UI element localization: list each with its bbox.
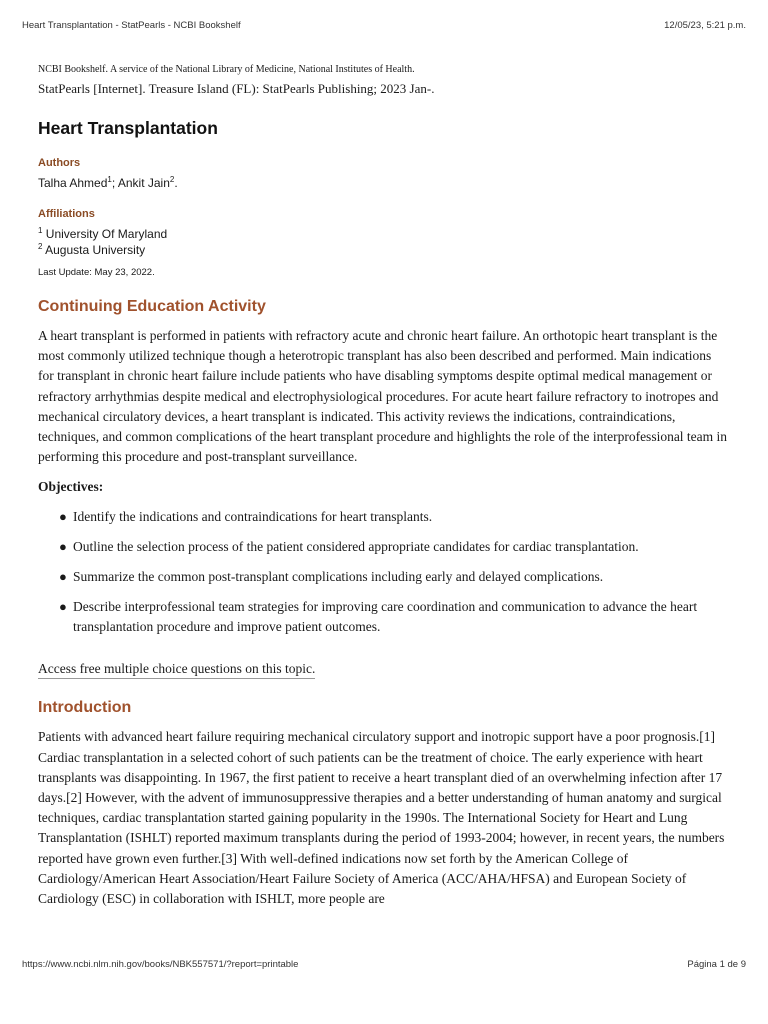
- bullet-icon: ●: [59, 509, 67, 525]
- print-footer-page: Página 1 de 9: [687, 959, 746, 970]
- list-item: ● Outline the selection process of the patient considered appropriate candidates for cardiac transplantation.: [38, 537, 728, 557]
- authors-label: Authors: [38, 157, 81, 169]
- document-content: [38, 64, 728, 909]
- author-sup: 1: [107, 175, 112, 184]
- affiliation-item: $^2$ Augusta University: [38, 242, 146, 257]
- print-header-title: Heart Transplantation - StatPearls - NCBI Bookshelf: [22, 20, 241, 31]
- list-item: ● Summarize the common post-transplant complications including early and delayed complications.: [38, 567, 728, 587]
- affiliations-list: [38, 226, 728, 258]
- list-item: ● Describe interprofessional team strategies for improving care coordination and communication to advance the heart transplantation procedure and improve patient outcomes.: [59, 599, 698, 635]
- last-update: Last Update: May 23, 2022.: [38, 267, 155, 278]
- list-item: ● Identify the indications and contraindications for heart transplants.: [38, 507, 728, 527]
- print-header: [22, 20, 746, 31]
- ce-activity-paragraph: A heart transplant is performed in patients with refractory acute and chronic heart failure. An orthotopic heart transplant is the most commonly utilized technique though a heterotropic transplant has also been described and performed. Main indications for transplant in chronic heart failure include patients who have disabling symptoms despite optimal medical management or refractory arrhythmias despite medical and electrophysiological procedures. For acute heart failure refractory to inotropes and mechanical circulatory devices, a heart transplant is indicated. This activity reviews the indications, contraindications, techniques, and common complications of the heart transplant procedure and highlights the role of the interprofessional team in performing this procedure and post-transplant surveillance.: [38, 328, 728, 465]
- objectives-list: [38, 507, 728, 637]
- affiliation-item: $^1$ University Of Maryland: [38, 226, 168, 241]
- access-mcq-link[interactable]: Access free multiple choice questions on this topic.: [38, 661, 315, 679]
- bullet-icon: ●: [59, 599, 67, 615]
- author-sup: 2: [169, 175, 175, 184]
- author-name[interactable]: Ankit Jain: [117, 176, 170, 190]
- page-title: Heart Transplantation: [38, 118, 218, 138]
- bullet-icon: ●: [59, 539, 67, 555]
- introduction-heading: Introduction: [38, 699, 132, 717]
- authors-line: Talha Ahmed$^1$; Ankit Jain$^2$.: [38, 175, 178, 190]
- print-header-datetime: 12/05/23, 5:21 p.m.: [664, 20, 746, 31]
- bullet-icon: ●: [59, 569, 67, 585]
- introduction-paragraph: Patients with advanced heart failure requiring mechanical circulatory support and inotropic support have a poor prognosis.[1] Cardiac transplantation in a selected cohort of such patients can be the treatment of choice. The early experience with heart transplants was disappointing. In 1967, the first patient to receive a heart transplant died of an overwhelming infection after 17 days.[2] However, with the advent of immunosuppressive therapies and a better understanding of human anatomy and surgical techniques, cardiac transplantation started gaining popularity in the 1990s. The International Society for Heart and Lung Transplantation (ISHLT) reported maximum transplants during the period of 1993-2004; however, in recent years, the numbers reported have grown even further.[3] With well-defined indications now set forth by the American College of Cardiology/American Heart Association/Heart Failure Society of America (ACC/AHA/HFSA) and European Society of Cardiology (ESC) in collaboration with ISHLT, more people are: [38, 729, 725, 907]
- ce-activity-heading: Continuing Education Activity: [38, 298, 266, 315]
- objectives-heading: Objectives:: [38, 479, 104, 495]
- print-footer: [22, 959, 746, 970]
- bookshelf-line: NCBI Bookshelf. A service of the National Library of Medicine, National Institutes of Health.: [38, 64, 415, 75]
- citation: StatPearls [Internet]. Treasure Island (FL): StatPearls Publishing; 2023 Jan-.: [38, 81, 435, 96]
- affiliations-label: Affiliations: [38, 208, 95, 220]
- author-name[interactable]: Talha Ahmed: [38, 176, 108, 190]
- print-footer-url: https://www.ncbi.nlm.nih.gov/books/NBK557571/?report=printable: [22, 959, 299, 970]
